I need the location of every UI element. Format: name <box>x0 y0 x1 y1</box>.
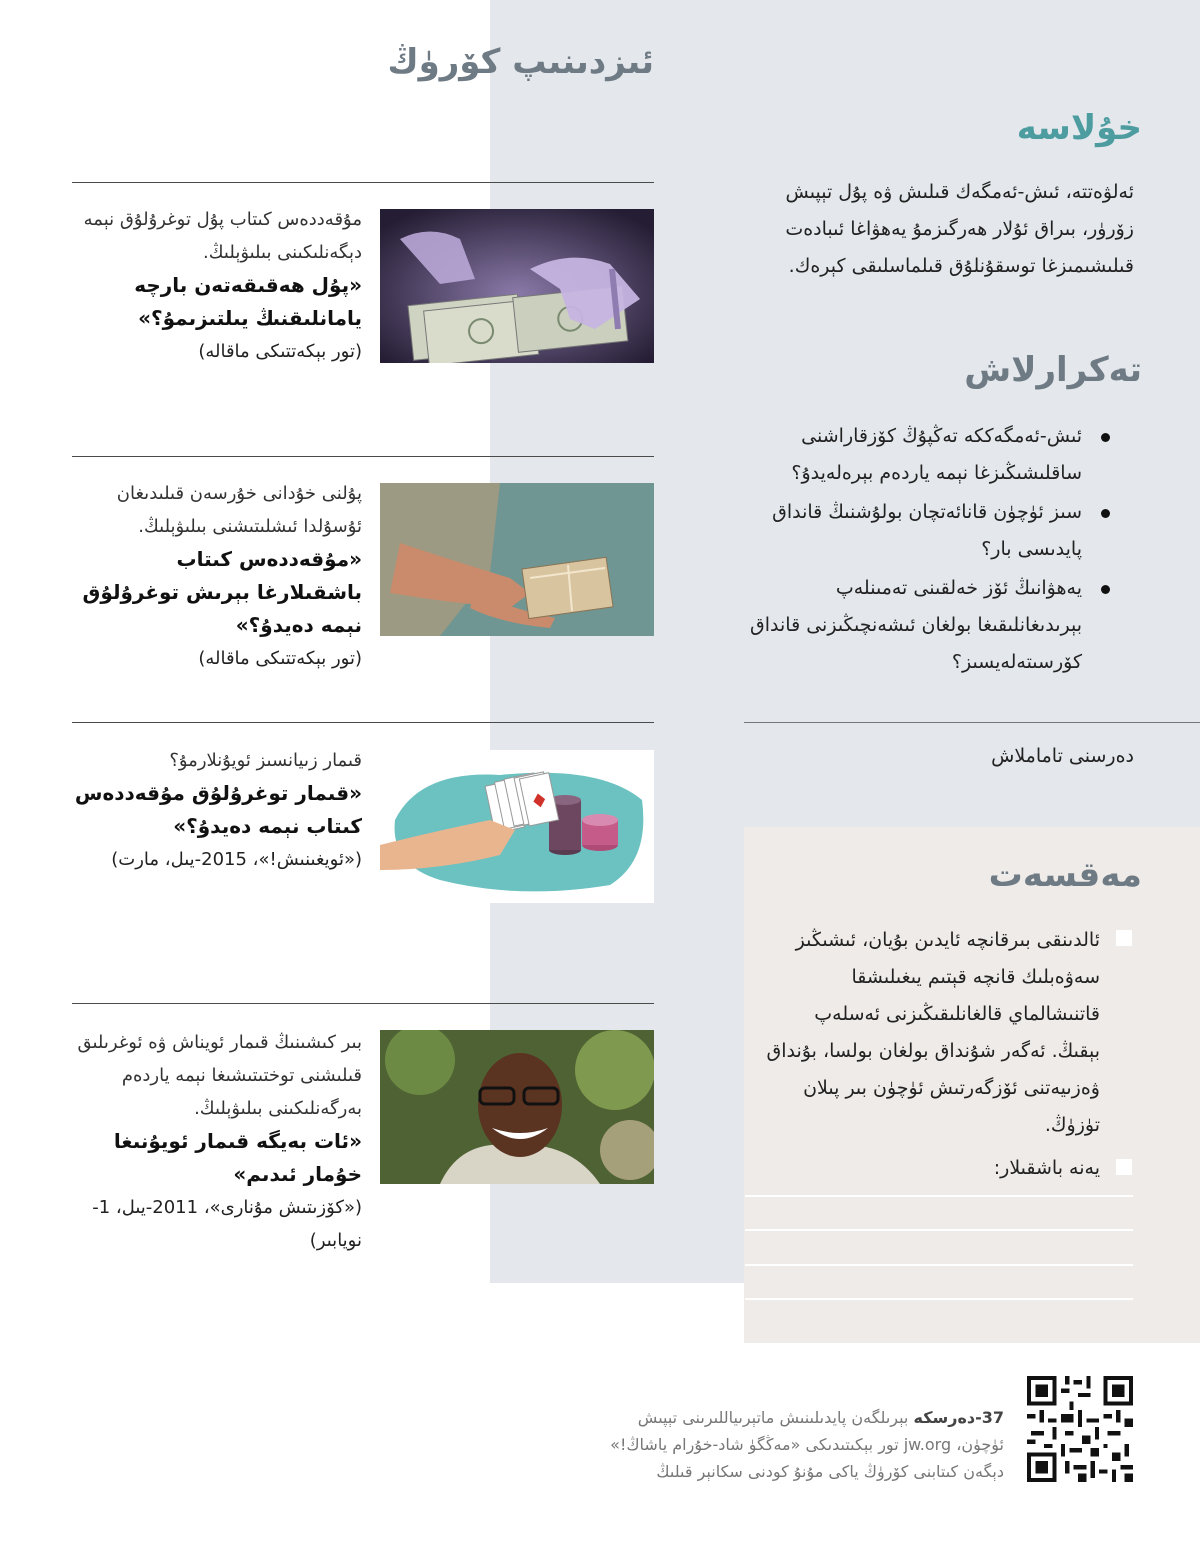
divider <box>72 456 654 457</box>
explore-item-text <box>72 744 362 876</box>
item-title-link[interactable]: «مۇقەددەس كىتاب باشقىلارغا بېرىش توغرۇلۇق نېمە دەيدۇ؟» <box>82 547 362 637</box>
divider <box>744 722 1200 723</box>
review-question: سىز ئۈچۈن قانائەتچان بولۇشنىڭ قانداق پايدىسى بار؟ <box>772 501 1082 560</box>
item-source: («كۆزىتىش مۇنارى»، 2011-يىل، 1-نويابىر) <box>92 1197 362 1251</box>
divider <box>72 722 654 723</box>
summary-body: ئەلۋەتتە، ئىش-ئەمگەك قىلىش ۋە پۇل تېپىش زۆرۈر، بىراق ئۇلار ھەرگىزمۇ يەھۋاغا ئىبادەت قىلىشىمىزغا توسقۇنلۇق قىلماسلىقى كېرەك. <box>785 181 1134 277</box>
item-source: (تور بېكەتتىكى ماقالە) <box>198 341 362 362</box>
summary-title: خۇلاسە <box>1016 108 1142 148</box>
write-line[interactable] <box>745 1229 1133 1231</box>
goal-other-label: يەنە باشقىلار: <box>993 1157 1100 1179</box>
item-description: بىر كىشىنىڭ قىمار ئويناش ۋە ئوغرىلىق قىلىشنى توختىتىشىغا نېمە ياردەم بەرگەنلىكىنى بىلىۋېلىڭ. <box>77 1032 362 1119</box>
qr-code-icon[interactable] <box>1027 1376 1133 1482</box>
explore-title: ئىزدىنىپ كۆرۈڭ <box>387 42 654 82</box>
explore-item-text <box>72 203 362 368</box>
review-question: يەھۋانىڭ ئۆز خەلقىنى تەمىنلەپ بېرىدىغانلىقىغا بولغان ئىشەنچىڭىزنى قانداق كۆرسىتەلەيسىز؟ <box>750 577 1082 673</box>
explore-item-text <box>72 477 362 675</box>
explore-item-text <box>72 1026 362 1257</box>
footer-line: بېرىلگەن پايدىلىنىش ماتېرىياللىرىنى تېپىش <box>637 1408 909 1427</box>
smiling-man-photo[interactable] <box>380 1030 654 1184</box>
divider <box>72 182 654 183</box>
footer-lesson-ref: 37-دەرسكە <box>913 1408 1004 1427</box>
write-line[interactable] <box>745 1298 1133 1300</box>
review-title: تەكرارلاش <box>964 350 1142 390</box>
review-question: ئىش-ئەمگەككە تەڭپۇڭ كۆزقاراشنى ساقلىشىڭىزغا نېمە ياردەم بېرەلەيدۇ؟ <box>791 425 1082 484</box>
gift-giving-illustration[interactable] <box>380 483 654 636</box>
item-source: («ئويغىنىش!»، 2015-يىل، مارت) <box>111 849 362 870</box>
item-description: پۇلنى خۇدانى خۇرسەن قىلىدىغان ئۇسۇلدا ئىشلىتىشنى بىلىۋېلىڭ. <box>116 483 362 537</box>
review-item <box>750 570 1110 681</box>
goal-title: مەقسەت <box>988 855 1142 895</box>
item-description: مۇقەددەس كىتاب پۇل توغرۇلۇق نېمە دېگەنلىكىنى بىلىۋېلىڭ. <box>83 209 362 263</box>
item-source: (تور بېكەتتىكى ماقالە) <box>198 648 362 669</box>
footer-reference <box>444 1404 1004 1485</box>
footer-line: دېگەن كىتابنى كۆرۈڭ ياكى مۇنۇ كودنى سكانېر قىلىڭ <box>656 1462 1004 1481</box>
item-title-link[interactable]: «پۇل ھەقىقەتەن بارچە يامانلىقنىڭ يىلتىزىمۇ؟» <box>134 273 362 330</box>
checkbox[interactable] <box>1116 1159 1132 1175</box>
item-description: قىمار زىيانسىز ئويۇنلارمۇ؟ <box>169 750 362 771</box>
item-title-link[interactable]: «ئات بەيگە قىمار ئويۇنىغا خۇمار ئىدىم» <box>113 1129 362 1186</box>
review-item <box>750 494 1110 568</box>
item-title-link[interactable]: «قىمار توغرۇلۇق مۇقەددەس كىتاب نېمە دەيدۇ؟» <box>74 781 362 838</box>
write-line[interactable] <box>745 1264 1133 1266</box>
review-list <box>750 418 1110 683</box>
footer-line: ئۈچۈن، jw.org تور بېكىتىدىكى «مەڭگۈ شاد-خۇرام ياشاڭ!» <box>610 1435 1004 1454</box>
playing-cards-chips-illustration[interactable] <box>380 750 654 903</box>
goal-task: ئالدىنقى بىرقانچە ئايدىن بۇيان، ئىشىڭىز سەۋەبلىك قانچە قېتىم يىغىلىشقا قاتنىشالماي قالغانلىقىڭىزنى ئەسلەپ بېقىڭ. ئەگەر شۇنداق بولغان بولسا، بۇنداق ۋەزىيەتنى ئۆزگەرتىش ئۈچۈن بىر پىلان تۈزۈڭ. <box>766 929 1100 1136</box>
checkbox[interactable] <box>1116 930 1132 946</box>
bullet-icon <box>1101 433 1110 442</box>
divider <box>72 1003 654 1004</box>
write-line[interactable] <box>745 1195 1133 1197</box>
review-item <box>750 418 1110 492</box>
lesson-complete-label: دەرسنى تاماملاش <box>991 745 1134 767</box>
bullet-icon <box>1101 585 1110 594</box>
money-hands-photo[interactable] <box>380 209 654 363</box>
bullet-icon <box>1101 509 1110 518</box>
